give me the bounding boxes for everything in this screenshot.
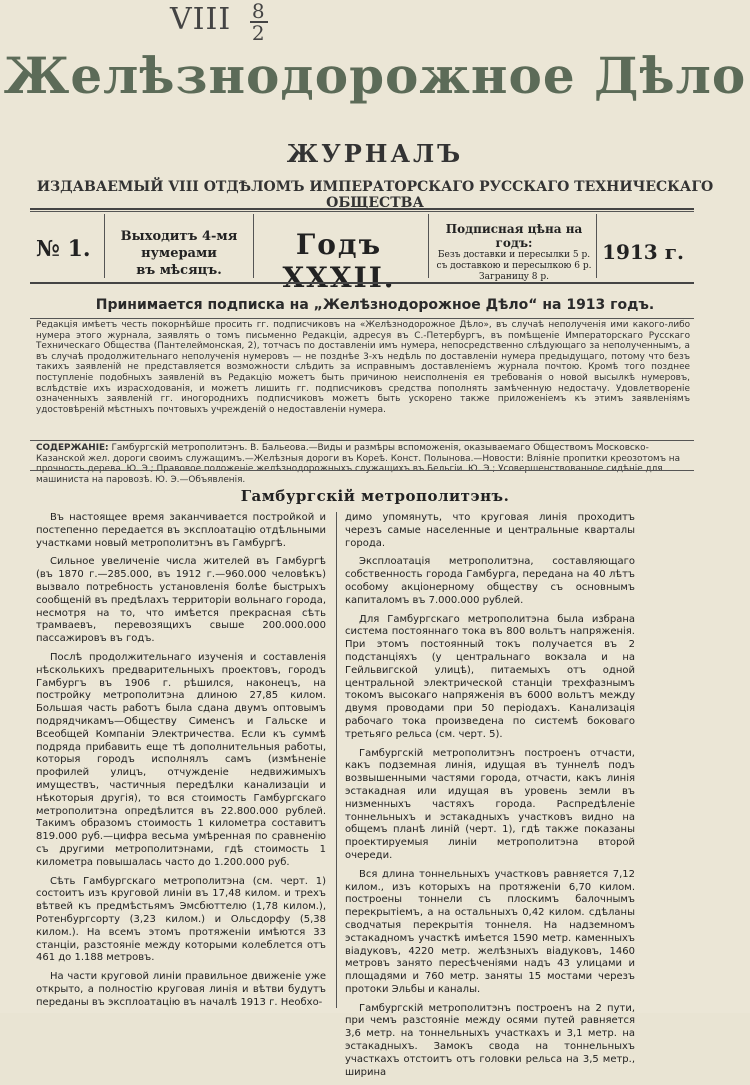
table-of-contents <box>36 443 690 485</box>
article-paragraph: Гамбургскій метрополитэнъ построенъ на 2 пути, при чемъ разстояніе между осями путей равняется 3,6 метр. на тоннельныхъ участкахъ и 3,1 метр. на эстакадныхъ. Замокъ свода на тоннельныхъ участкахъ отстоитъ отъ головки рельса на 3,5 метр., ширина <box>345 1002 635 1078</box>
shelf-mark-denominator: 2 <box>251 21 266 45</box>
shelf-mark-numerator: 8 <box>251 0 266 23</box>
price-line-2: съ доставкою и пересылкою 6 р. <box>436 261 592 271</box>
handwritten-shelf-mark <box>170 0 268 45</box>
article-paragraph: Эксплоатація метрополитэна, составляющаго собственность города Гамбурга, передана на 40 лѣтъ особому акціонерному обществу съ основнымъ капиталомъ въ 7.000.000 рублей. <box>345 556 635 606</box>
article-paragraph: димо упомянуть, что круговая линія проходитъ черезъ самые населенные и центральные кварталы города. <box>345 512 635 549</box>
calendar-year: 1913 г. <box>602 240 684 264</box>
journal-label: ЖУРНАЛЪ <box>286 139 464 168</box>
article-paragraph: Гамбургскій метрополитэнъ построенъ отчасти, какъ подземная линія, идущая въ туннелѣ подъ возвышенными частями города, отчасти, какъ линія эстакадная или идущая въ уровень земли въ низменныхъ частяхъ города. Распредѣленіе тоннельныхъ и эстакадныхъ участковъ видно на общемъ планѣ линій (черт. 1), гдѣ также показаны проектируемыя линіи метрополитэна второй очереди. <box>345 747 635 861</box>
article-paragraph: Сѣть Гамбургскаго метрополитэна (см. черт. 1) состоитъ изъ круговой линіи въ 17,48 килом. и трехъ вѣтвей къ предмѣстьямъ Эмсбюттелю (1,78 килом.), Ротенбургсорту (3,23 килом.) и Ольсдорфу (5,38 килом.). На всемъ этомъ протяженіи имѣются 33 станціи, разстояніе между которыми колеблется отъ 461 до 1.188 метровъ. <box>36 875 326 964</box>
article-paragraph: Сильное увеличеніе числа жителей въ Гамбургѣ (въ 1870 г.—285.000, въ 1912 г.—960.000 человѣкъ) вызвало потребность установленія болѣе быстрыхъ сообщеній въ предѣлахъ территоріи вольнаго города, несмотря на то, что имѣется прекрасная сѣть трамваевъ, перевозящихъ свыше 200.000.000 пассажировъ въ годъ. <box>36 556 326 645</box>
frequency-line-2: въ мѣсяцъ. <box>136 263 222 278</box>
article-column-right <box>345 512 635 1085</box>
header-divider-3 <box>428 214 429 278</box>
article-paragraph: Для Гамбургскаго метрополитэна была избрана система постояннаго тока въ 800 вольтъ напряженія. При этомъ постоянный токъ получается въ 2 подстанціяхъ (у центральнаго вокзала и на Гейльвигской улицѣ), питаемыхъ отъ одной центральной электрической станціи трехфазнымъ токомъ высокаго напряженія въ 6000 вольтъ между двумя проводами при 50 періодахъ. Канализація рабочаго тока произведена по системѣ боковаго третьяго рельса (см. черт. 5). <box>345 613 635 740</box>
article-paragraph: Вся длина тоннельныхъ участковъ равняется 7,12 килом., изъ которыхъ на протяженіи 6,70 килом. построены тоннели съ плоскимъ балочнымъ перекрытіемъ, а на остальныхъ 0,42 килом. сдѣланы сводчатыя перекрытія тоннеля. На надземномъ эстакадномъ участкѣ имѣется 1590 метр. каменныхъ віадуковъ, 4220 метр. желѣзныхъ віадуковъ, 1460 метровъ занято пересѣченіями надъ 43 улицами и площадями и 760 метр. заняты 15 мостами черезъ протоки Эльбы и каналы. <box>345 868 635 995</box>
contents-top-rule <box>30 440 694 441</box>
price-line-1: Безъ доставки и пересылки 5 р. <box>437 250 591 260</box>
article-paragraph: Въ настоящее время заканчивается постройкой и постепенно передается въ эксплоатацію отдѣльными участками новый метрополитэнъ въ Гамбургѣ. <box>36 512 326 549</box>
price-line-3: Заграницу 8 р. <box>479 272 549 282</box>
frequency-line-1: Выходитъ 4-мя нумерами <box>120 229 238 261</box>
header-top-rule-thin <box>30 211 694 212</box>
subscription-price <box>434 222 594 290</box>
header-top-rule <box>30 208 694 210</box>
article-column-left <box>36 512 326 1015</box>
shelf-mark-fraction <box>250 0 268 45</box>
year-label: Годъ XXXII. <box>282 228 396 294</box>
contents-text: Гамбургскій метрополитэнъ. В. Бальеова.—Виды и размѣры вспоможенія, оказываемаго Обществомъ Московско-Казанской жел. дороги своимъ служащимъ.—Желѣзныя дороги въ Кореѣ. Конст. Полынова.—Новости: Вліяніе пропитки креозотомъ на прочность дерева. Ю. Э.; Правовое положеніе желѣзнодорожныхъ служащихъ въ Бельгіи. Ю. Э.; Усовершенствованное сидѣніе для машиниста на паровозѣ. Ю. Э.—Объявленія. <box>36 443 681 485</box>
subscription-announcement: Принимается подписка на „Желѣзнодорожное Дѣло“ на 1913 годъ. <box>95 297 655 313</box>
issue-number: № 1. <box>36 236 91 262</box>
publisher-line: ИЗДАВАЕМЫЙ VIII ОТДѢЛОМЪ ИМПЕРАТОРСКАГО РУССКАГО ТЕХНИЧЕСКАГО ОБЩЕСТВА <box>36 179 714 211</box>
header-bottom-rule <box>30 282 694 284</box>
issue-frequency <box>108 228 250 296</box>
contents-label: СОДЕРЖАНІЕ: <box>36 443 109 453</box>
article-paragraph: На части круговой линіи правильное движеніе уже открыто, а полностію круговая линія и вѣтви будутъ переданы въ эксплоатацію въ началѣ 1913 г. Необхо- <box>36 971 326 1008</box>
subscription-rule <box>30 318 694 319</box>
masthead-title: Желѣзнодорожное Дѣло <box>3 46 747 105</box>
price-title: Подписная цѣна на годъ: <box>445 222 583 250</box>
column-divider <box>336 512 337 1008</box>
article-paragraph: Послѣ продолжительнаго изученія и составленія нѣсколькихъ предварительныхъ проектовъ, городъ Гамбургъ въ 1906 г. рѣшился, наконецъ, на постройку метрополитэна длиною 27,85 килом. Большая часть работъ была сдана двумъ оптовымъ подрядчикамъ—Обществу Сименсъ и Гальске и Всеобщей Компаніи Электричества. Если къ суммѣ подряда прибавить еще тѣ дополнительныя работы, которыя городъ исполнялъ самъ (измѣненіе профилей улицъ, отчужденіе недвижимыхъ имуществъ, частичныя передѣлки канализаціи и нѣкоторыя другія), то вся стоимость Гамбургскаго метрополитэна опредѣлится въ 22.800.000 рублей. Такимъ образомъ стоимость 1 километра составитъ 819.000 руб.—цифра весьма умѣренная по сравненію съ другими метрополитэнами, гдѣ стоимость 1 километра повышалась часто до 1.200.000 руб. <box>36 651 326 868</box>
header-divider-2 <box>253 214 254 278</box>
shelf-mark-roman: VIII <box>170 2 232 37</box>
article-title: Гамбургскій метрополитэнъ. <box>240 487 510 505</box>
header-divider-4 <box>596 214 597 278</box>
editorial-notice: Редакція имѣетъ честь покорнѣйше просить гг. подписчиковъ на «Желѣзнодорожное Дѣло», въ случаѣ неполученія ими какого-либо нумера этого журнала, заявлять о томъ письменно Редакціи, адресуя въ С.-Петербургъ, въ помѣщеніе Императорскаго Русскаго Техническаго Общества (Пантелеймонская, 2), тотчасъ по доставленіи имъ нумера, непосредственно слѣдующаго за неполученнымъ, а въ случаѣ продолжительнаго неполученія нумеровъ — не позднѣе 3-хъ недѣль по доставленіи нумера предыдущаго, потому что безъ такихъ заявленій не представляется возможности слѣдить за исправнымъ доставленіемъ журнала почтою. Кромѣ того позднее поступленіе подобныхъ заявленій въ Редакцію можетъ быть причиною неисполненія ея требованія о новой высылкѣ нумеровъ, вслѣдствіе ихъ израсходованія, и можетъ лишить гг. подписчиковъ средства пополнять замѣченную недостачу. Удовлетвореніе означенныхъ заявленій гг. иногороднихъ подписчиковъ можетъ быть ускорено также приложеніемъ къ этимъ заявленіямъ удостовѣреній мѣстныхъ почтовыхъ учрежденій о недоставленіи нумера. <box>36 320 690 415</box>
contents-bottom-rule <box>30 470 694 471</box>
header-divider-1 <box>104 214 105 278</box>
